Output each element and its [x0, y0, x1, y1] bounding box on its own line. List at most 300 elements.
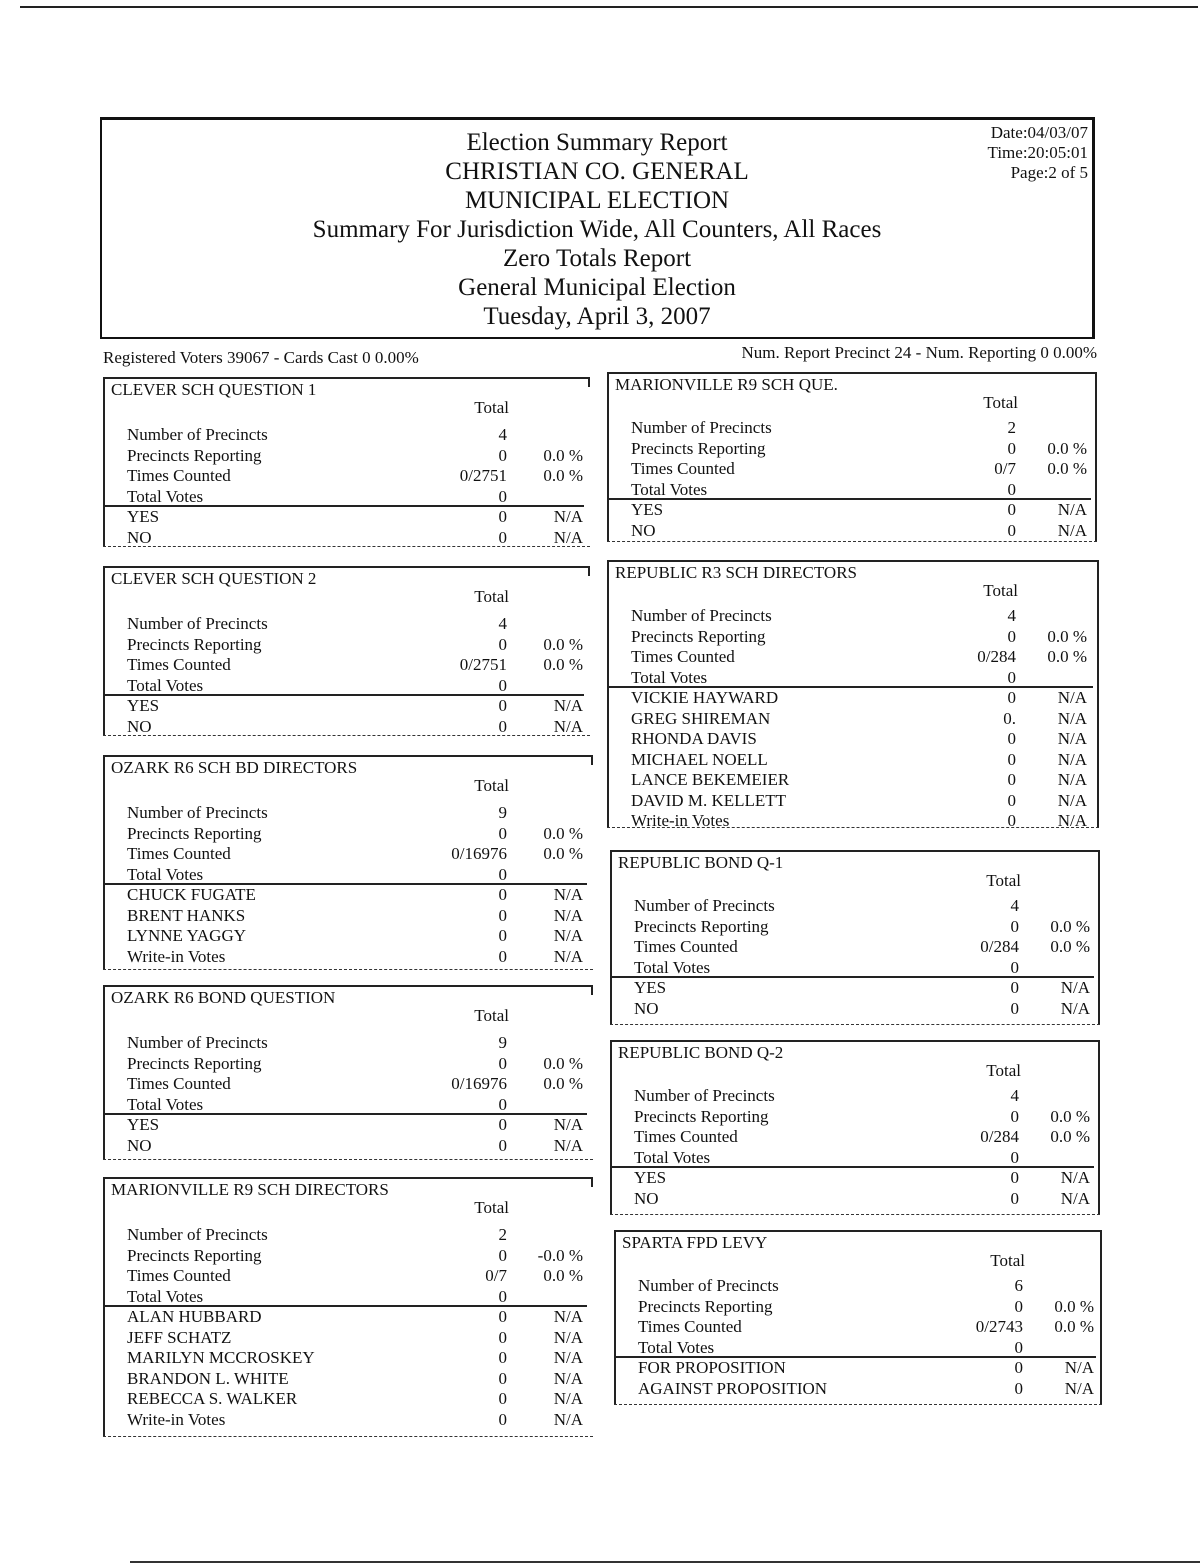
- stat-row-percent: 0.0 %: [543, 655, 583, 674]
- race-title: CLEVER SCH QUESTION 2: [111, 569, 317, 588]
- choice-row-value: 0: [1007, 500, 1016, 519]
- choice-row-value: 0: [1007, 811, 1016, 830]
- panel-right-border: [591, 755, 593, 765]
- stat-row: [103, 865, 593, 885]
- choice-row: [103, 1389, 593, 1409]
- stat-row: [103, 1074, 593, 1094]
- stat-row-label: Total Votes: [638, 1337, 715, 1357]
- stat-row-label: Times Counted: [631, 459, 735, 478]
- stat-row-label: Times Counted: [631, 647, 735, 666]
- choice-row: [614, 1379, 1102, 1399]
- choice-row: [103, 1307, 593, 1327]
- choice-row: [607, 729, 1099, 749]
- choice-row-value: 0.: [1003, 708, 1016, 728]
- stat-row-value: 4: [498, 425, 507, 444]
- choice-row: [103, 528, 590, 548]
- race-title: MARIONVILLE R9 SCH DIRECTORS: [111, 1180, 389, 1199]
- stat-row-label: Number of Precincts: [127, 425, 268, 444]
- stat-row: [103, 446, 590, 466]
- stat-row-percent: 0.0 %: [543, 823, 583, 843]
- stat-row: [610, 937, 1100, 957]
- choice-row-label: YES: [127, 507, 160, 526]
- choice-row: [607, 791, 1099, 811]
- stat-row-value: 0: [1010, 1106, 1019, 1126]
- choice-row-label: NO: [127, 716, 152, 736]
- stat-row-percent: 0.0 %: [1054, 1296, 1094, 1316]
- report-meta: [988, 123, 1088, 183]
- stat-row-value: 0: [498, 486, 507, 506]
- stat-row-value: 0: [498, 1286, 507, 1306]
- report-title: Election Summary Report: [466, 129, 728, 156]
- panel-top-border: [103, 755, 593, 757]
- choice-row-value: 0: [1007, 790, 1016, 810]
- choice-row: [103, 1369, 593, 1389]
- race-title: REPUBLIC R3 SCH DIRECTORS: [615, 563, 857, 582]
- choice-row-value: 0: [498, 716, 507, 736]
- total-column-header: Total: [474, 1006, 509, 1025]
- stat-row: [607, 606, 1099, 626]
- choice-row-percent: N/A: [1057, 520, 1087, 540]
- panel-top-border: [103, 1177, 593, 1179]
- election-name: MUNICIPAL ELECTION: [464, 187, 730, 214]
- choice-row-label: NO: [634, 1188, 659, 1208]
- report-title-block: [102, 128, 1092, 331]
- panel-top-border: [610, 850, 1100, 852]
- choice-row-value: 0: [498, 946, 507, 966]
- stat-row-value: 4: [1007, 606, 1016, 625]
- choice-row-value: 0: [498, 1348, 507, 1367]
- choice-row: [103, 696, 590, 716]
- report-type: Zero Totals Report: [502, 245, 692, 272]
- election-date: Tuesday, April 3, 2007: [483, 303, 711, 330]
- choice-row-label: VICKIE HAYWARD: [631, 688, 779, 707]
- choice-row-label: RHONDA DAVIS: [631, 729, 757, 748]
- stat-row-label: Precincts Reporting: [631, 626, 766, 646]
- stat-row: [103, 824, 593, 844]
- choice-row-label: Write-in Votes: [127, 946, 226, 966]
- total-column-header: Total: [990, 1251, 1025, 1270]
- choice-row-label: CHUCK FUGATE: [127, 885, 256, 904]
- stat-row-percent: 0.0 %: [1047, 647, 1087, 666]
- stat-row-value: 0: [1007, 667, 1016, 687]
- stat-row: [614, 1338, 1102, 1358]
- stat-row: [103, 635, 590, 655]
- stat-row-percent: 0.0 %: [543, 634, 583, 654]
- stat-row-label: Number of Precincts: [127, 1033, 268, 1052]
- stat-row: [103, 655, 590, 675]
- stat-row-value: 0/16976: [451, 1074, 507, 1093]
- stat-row-value: 0/284: [980, 937, 1019, 956]
- race-title: REPUBLIC BOND Q-2: [618, 1043, 784, 1062]
- stat-row-value: 4: [1010, 1086, 1019, 1105]
- panel-bottom-border: [103, 1436, 593, 1437]
- panel-right-border: [591, 985, 593, 995]
- stat-row-value: 0: [498, 1053, 507, 1073]
- stat-row-label: Number of Precincts: [638, 1276, 779, 1295]
- stat-row-value: 0: [498, 634, 507, 654]
- choice-row-percent: N/A: [553, 696, 583, 715]
- panel-top-border: [607, 372, 1097, 374]
- choice-row-percent: N/A: [1064, 1358, 1094, 1377]
- choice-row-value: 0: [1010, 998, 1019, 1018]
- total-column-header: Total: [983, 393, 1018, 412]
- choice-row: [103, 947, 593, 967]
- stat-row: [610, 896, 1100, 916]
- stat-row-label: Precincts Reporting: [638, 1296, 773, 1316]
- choice-row-label: Write-in Votes: [631, 811, 730, 830]
- choice-row-label: JEFF SCHATZ: [127, 1327, 232, 1347]
- stat-row-value: 4: [498, 614, 507, 633]
- stat-row-label: Times Counted: [638, 1317, 742, 1336]
- choice-row-percent: N/A: [1057, 790, 1087, 810]
- report-header: [100, 117, 1095, 339]
- stat-row-value: 0: [498, 864, 507, 884]
- choice-row: [614, 1358, 1102, 1378]
- choice-row-percent: N/A: [553, 1135, 583, 1155]
- choice-row-percent: N/A: [1057, 770, 1087, 789]
- choice-row-label: ALAN HUBBARD: [127, 1307, 262, 1326]
- choice-row: [103, 1115, 593, 1135]
- choice-row-label: NO: [127, 527, 152, 547]
- choice-row-percent: N/A: [553, 885, 583, 904]
- choice-row-value: 0: [1007, 688, 1016, 707]
- stat-row-value: 0: [498, 675, 507, 695]
- stat-row-label: Times Counted: [127, 466, 231, 485]
- total-column-header: Total: [986, 1061, 1021, 1080]
- race-panel: [103, 1177, 593, 1437]
- stat-row-label: Times Counted: [127, 1074, 231, 1093]
- stat-row-percent: 0.0 %: [1047, 459, 1087, 478]
- choice-row-value: 0: [498, 1327, 507, 1347]
- stat-row-value: 0: [1010, 916, 1019, 936]
- stat-row-value: 0/2751: [459, 655, 507, 674]
- stat-row-label: Times Counted: [127, 655, 231, 674]
- race-title: SPARTA FPD LEVY: [622, 1233, 768, 1252]
- race-panel: [103, 377, 590, 547]
- panel-bottom-border: [610, 1214, 1100, 1215]
- race-panel: [614, 1230, 1102, 1405]
- stat-row: [614, 1297, 1102, 1317]
- choice-row: [607, 500, 1097, 520]
- panel-bottom-border: [614, 1404, 1102, 1405]
- stat-row: [607, 668, 1099, 688]
- choice-row-label: NO: [127, 1135, 152, 1155]
- stat-row: [103, 676, 590, 696]
- stat-row: [103, 1287, 593, 1307]
- total-column-header: Total: [986, 871, 1021, 890]
- stat-row-label: Times Counted: [127, 1266, 231, 1285]
- report-date: Date:04/03/07: [990, 123, 1088, 142]
- stat-row-percent: -0.0 %: [537, 1245, 583, 1265]
- choice-row: [610, 1168, 1100, 1188]
- choice-row-percent: N/A: [553, 1327, 583, 1347]
- page-number: Page:2 of 5: [1010, 163, 1088, 182]
- choice-row-value: 0: [1010, 978, 1019, 997]
- stat-row-value: 0: [1010, 1147, 1019, 1167]
- choice-row: [610, 978, 1100, 998]
- top-rule: [20, 6, 1198, 8]
- stat-row-label: Times Counted: [634, 1127, 738, 1146]
- stat-row-value: 0/2743: [975, 1317, 1023, 1336]
- choice-row-label: YES: [127, 1115, 160, 1134]
- panel-bottom-border: [103, 969, 593, 970]
- stat-row-percent: 0.0 %: [1050, 916, 1090, 936]
- stat-row-label: Number of Precincts: [631, 418, 772, 437]
- stat-row: [607, 439, 1097, 459]
- choice-row-value: 0: [498, 905, 507, 925]
- stat-row-percent: 0.0 %: [1050, 1127, 1090, 1146]
- choice-row-percent: N/A: [553, 716, 583, 736]
- stat-row-label: Number of Precincts: [127, 614, 268, 633]
- race-title: REPUBLIC BOND Q-1: [618, 853, 784, 872]
- choice-row: [103, 1410, 593, 1430]
- choice-row-value: 0: [1007, 520, 1016, 540]
- choice-row: [103, 507, 590, 527]
- race-panel: [103, 755, 593, 970]
- choice-row-label: BRENT HANKS: [127, 905, 246, 925]
- choice-row-percent: N/A: [553, 926, 583, 945]
- total-column-header: Total: [474, 776, 509, 795]
- race-panel: [610, 850, 1100, 1025]
- stat-row-label: Precincts Reporting: [634, 1106, 769, 1126]
- stat-row: [607, 647, 1099, 667]
- choice-row-value: 0: [498, 1389, 507, 1408]
- choice-row-percent: N/A: [553, 1115, 583, 1134]
- choice-row-value: 0: [498, 1307, 507, 1326]
- stat-row-value: 9: [498, 1033, 507, 1052]
- stat-row-label: Precincts Reporting: [631, 438, 766, 458]
- stat-row: [103, 1246, 593, 1266]
- choice-row: [103, 926, 593, 946]
- stat-row-percent: 0.0 %: [1050, 937, 1090, 956]
- panel-top-border: [614, 1230, 1102, 1232]
- choice-row-percent: N/A: [1057, 688, 1087, 707]
- stat-row-percent: 0.0 %: [1050, 1106, 1090, 1126]
- choice-row-percent: N/A: [553, 1307, 583, 1326]
- stat-row-label: Number of Precincts: [127, 1225, 268, 1244]
- stat-row-percent: 0.0 %: [543, 1074, 583, 1093]
- stat-row-percent: 0.0 %: [543, 1266, 583, 1285]
- stat-row-label: Precincts Reporting: [634, 916, 769, 936]
- stat-row-value: 0: [498, 1245, 507, 1265]
- choice-row-value: 0: [1014, 1358, 1023, 1377]
- choice-row-percent: N/A: [553, 527, 583, 547]
- stat-row: [614, 1276, 1102, 1296]
- choice-row-label: NO: [631, 520, 656, 540]
- choice-row-percent: N/A: [1060, 998, 1090, 1018]
- stat-row: [610, 1127, 1100, 1147]
- stat-row-label: Number of Precincts: [634, 1086, 775, 1105]
- choice-row-label: YES: [634, 1168, 667, 1187]
- choice-row-label: YES: [127, 696, 160, 715]
- stat-row-value: 0: [1007, 438, 1016, 458]
- choice-row-value: 0: [498, 696, 507, 715]
- stat-row: [103, 844, 593, 864]
- choice-row-value: 0: [498, 1135, 507, 1155]
- total-column-header: Total: [474, 398, 509, 417]
- choice-row: [607, 688, 1099, 708]
- stat-row-value: 0: [498, 1094, 507, 1114]
- stat-row-value: 0: [1014, 1296, 1023, 1316]
- stat-row-value: 2: [1007, 418, 1016, 437]
- stat-row-label: Number of Precincts: [127, 803, 268, 822]
- choice-row-value: 0: [498, 527, 507, 547]
- choice-row-value: 0: [1010, 1168, 1019, 1187]
- choice-row: [103, 1328, 593, 1348]
- choice-row-value: 0: [498, 926, 507, 945]
- panel-right-border: [588, 377, 590, 387]
- stat-row: [614, 1317, 1102, 1337]
- choice-row-percent: N/A: [1060, 1168, 1090, 1187]
- stat-row-label: Total Votes: [634, 1147, 711, 1167]
- registered-voters-summary: Registered Voters 39067 - Cards Cast 0 0.00%: [103, 348, 419, 367]
- choice-row-percent: N/A: [1057, 811, 1087, 830]
- stat-row-value: 0/7: [994, 459, 1016, 478]
- total-column-header: Total: [474, 587, 509, 606]
- choice-row-percent: N/A: [1064, 1378, 1094, 1398]
- choice-row-percent: N/A: [553, 1389, 583, 1408]
- stat-row-value: 0: [1010, 957, 1019, 977]
- choice-row-value: 0: [498, 507, 507, 526]
- stat-row-value: 6: [1014, 1276, 1023, 1295]
- stat-row-label: Total Votes: [631, 479, 708, 499]
- panel-top-border: [103, 566, 590, 568]
- stat-row: [610, 958, 1100, 978]
- panel-right-border: [591, 1177, 593, 1187]
- choice-row-percent: N/A: [553, 946, 583, 966]
- stat-row: [103, 614, 590, 634]
- stat-row-label: Total Votes: [631, 667, 708, 687]
- choice-row: [610, 999, 1100, 1019]
- stat-row: [103, 1054, 593, 1074]
- choice-row-percent: N/A: [553, 507, 583, 526]
- stat-row: [607, 418, 1097, 438]
- stat-row: [610, 917, 1100, 937]
- report-time: Time:20:05:01: [987, 143, 1088, 162]
- race-panel: [610, 1040, 1100, 1215]
- stat-row-label: Times Counted: [634, 937, 738, 956]
- choice-row-value: 0: [498, 1115, 507, 1134]
- total-column-header: Total: [983, 581, 1018, 600]
- choice-row: [103, 906, 593, 926]
- choice-row-label: LANCE BEKEMEIER: [631, 770, 790, 789]
- race-title: OZARK R6 BOND QUESTION: [111, 988, 336, 1007]
- choice-row: [607, 521, 1097, 541]
- panel-top-border: [103, 377, 590, 379]
- choice-row-label: LYNNE YAGGY: [127, 926, 247, 945]
- stat-row-label: Precincts Reporting: [127, 1245, 262, 1265]
- stat-row-percent: 0.0 %: [1054, 1317, 1094, 1336]
- stat-row: [607, 459, 1097, 479]
- choice-row-label: YES: [634, 978, 667, 997]
- choice-row-percent: N/A: [1057, 749, 1087, 769]
- stat-row-percent: 0.0 %: [543, 466, 583, 485]
- bottom-rule: [130, 1561, 1200, 1563]
- choice-row-value: 0: [498, 1368, 507, 1388]
- stat-row-value: 2: [498, 1225, 507, 1244]
- choice-row-label: BRANDON L. WHITE: [127, 1368, 289, 1388]
- panel-top-border: [607, 560, 1099, 562]
- stat-row: [103, 803, 593, 823]
- panel-bottom-border: [610, 1024, 1100, 1025]
- choice-row-percent: N/A: [1060, 1188, 1090, 1208]
- stat-row-percent: 0.0 %: [543, 445, 583, 465]
- stat-row: [610, 1086, 1100, 1106]
- stat-row-label: Precincts Reporting: [127, 634, 262, 654]
- stat-row-label: Total Votes: [127, 864, 204, 884]
- choice-row-value: 0: [1010, 1188, 1019, 1208]
- race-panel: [103, 566, 590, 736]
- choice-row-label: MARILYN MCCROSKEY: [127, 1348, 315, 1367]
- summary-scope: Summary For Jurisdiction Wide, All Counters, All Races: [312, 216, 882, 243]
- election-title: General Municipal Election: [458, 274, 736, 301]
- choice-row-label: DAVID M. KELLETT: [631, 790, 787, 810]
- stat-row-label: Precincts Reporting: [127, 823, 262, 843]
- stat-row-label: Precincts Reporting: [127, 445, 262, 465]
- stat-row: [103, 466, 590, 486]
- choice-row-label: REBECCA S. WALKER: [127, 1389, 298, 1408]
- stat-row-value: 0/284: [980, 1127, 1019, 1146]
- stat-row: [610, 1148, 1100, 1168]
- stat-row-label: Total Votes: [634, 957, 711, 977]
- race-title: OZARK R6 SCH BD DIRECTORS: [111, 758, 358, 777]
- stat-row-value: 0: [498, 823, 507, 843]
- choice-row-value: 0: [1007, 749, 1016, 769]
- stat-row-label: Total Votes: [127, 675, 204, 695]
- race-panel: [607, 560, 1099, 828]
- stat-row: [103, 487, 590, 507]
- stat-row-value: 0: [1007, 626, 1016, 646]
- stat-row-percent: 0.0 %: [1047, 438, 1087, 458]
- choice-row-label: AGAINST PROPOSITION: [638, 1378, 828, 1398]
- precinct-reporting-summary: Num. Report Precinct 24 - Num. Reporting 0 0.00%: [741, 343, 1097, 362]
- stat-row-value: 0/7: [485, 1266, 507, 1285]
- choice-row-percent: N/A: [553, 1368, 583, 1388]
- stat-row-value: 0: [1007, 479, 1016, 499]
- choice-row: [610, 1189, 1100, 1209]
- stat-row-label: Total Votes: [127, 1094, 204, 1114]
- choice-row: [103, 885, 593, 905]
- choice-row: [607, 811, 1099, 831]
- stat-row: [103, 1095, 593, 1115]
- stat-row: [610, 1107, 1100, 1127]
- choice-row-label: FOR PROPOSITION: [638, 1358, 786, 1377]
- choice-row-percent: N/A: [553, 1348, 583, 1367]
- stat-row: [103, 1225, 593, 1245]
- choice-row-value: 0: [498, 885, 507, 904]
- stat-row: [103, 1266, 593, 1286]
- panel-right-border: [588, 566, 590, 576]
- stat-row-label: Total Votes: [127, 1286, 204, 1306]
- stat-row-value: 0: [498, 445, 507, 465]
- stat-row-label: Times Counted: [127, 844, 231, 863]
- choice-row-value: 0: [498, 1409, 507, 1429]
- choice-row-value: 0: [1007, 770, 1016, 789]
- county-name: CHRISTIAN CO. GENERAL: [445, 158, 749, 185]
- choice-row-value: 0: [1007, 729, 1016, 748]
- choice-row-label: MICHAEL NOELL: [631, 749, 768, 769]
- stat-row-value: 9: [498, 803, 507, 822]
- stat-row-label: Precincts Reporting: [127, 1053, 262, 1073]
- choice-row-label: NO: [634, 998, 659, 1018]
- race-title: CLEVER SCH QUESTION 1: [111, 380, 317, 399]
- panel-bottom-border: [103, 1159, 593, 1160]
- stat-row-label: Number of Precincts: [634, 896, 775, 915]
- choice-row-label: GREG SHIREMAN: [631, 708, 771, 728]
- stat-row-value: 0/16976: [451, 844, 507, 863]
- stat-row: [103, 425, 590, 445]
- stat-row-value: 0/284: [977, 647, 1016, 666]
